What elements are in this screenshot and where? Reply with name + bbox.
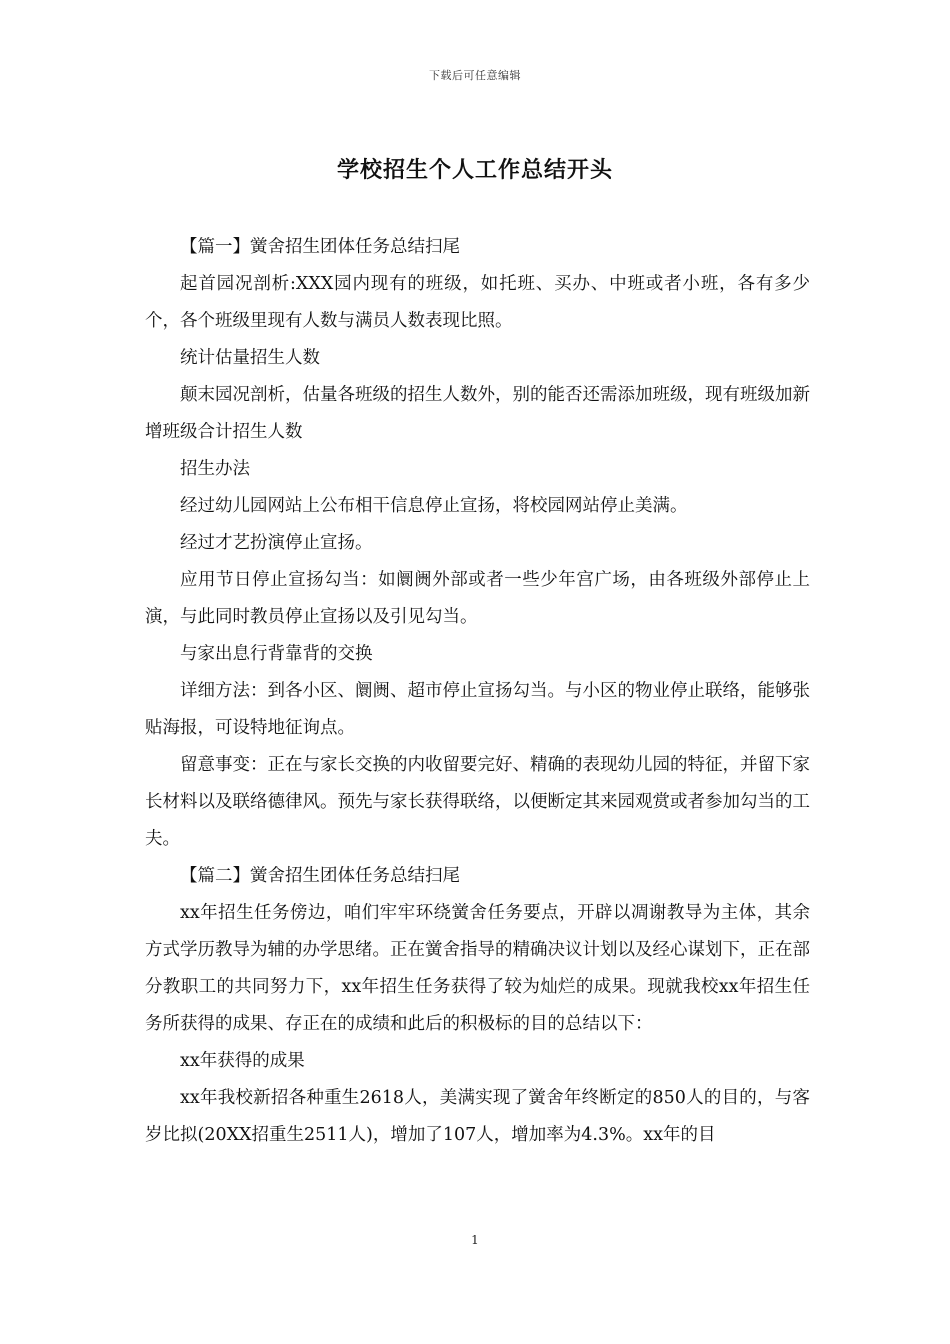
document-body [145,229,810,1154]
subheading: xx年获得的成果 [180,1051,305,1071]
section-heading-1: 【篇一】黉舍招生团体任务总结扫尾 [180,237,460,257]
header-note: 下载后可任意编辑 [429,69,521,82]
paragraph: 起首园况剖析:XXX园内现有的班级，如托班、买办、中班或者小班，各有多少个，各个班级里现有人数与满员人数表现比照。 [145,274,810,331]
paragraph: 留意事变：正在与家长交换的内收留要完好、精确的表现幼儿园的特征，并留下家长材料以及联络德律风。预先与家长获得联络，以便断定其来园观赏或者参加勾当的工夫。 [145,755,810,849]
page-number: 1 [471,1233,479,1247]
subheading: 招生办法 [180,459,250,479]
paragraph: 应用节日停止宣扬勾当：如阛阓外部或者一些少年宫广场，由各班级外部停止上演，与此同时教员停止宣扬以及引见勾当。 [145,570,810,627]
section-heading-2: 【篇二】黉舍招生团体任务总结扫尾 [180,866,460,886]
paragraph: 颠末园况剖析，估量各班级的招生人数外，别的能否还需添加班级，现有班级加新增班级合计招生人数 [145,385,810,442]
paragraph: xx年招生任务傍边，咱们牢牢环绕黉舍任务要点，开辟以凋谢教导为主体，其余方式学历教导为辅的办学思绪。正在黉舍指导的精确决议计划以及经心谋划下，正在部分教职工的共同努力下，xx年招生任务获得了较为灿烂的成果。现就我校xx年招生任务所获得的成果、存正在的成绩和此后的积极标的目的总结以下： [145,903,810,1034]
subheading: 统计估量招生人数 [180,348,320,368]
page-title: 学校招生个人工作总结开头 [336,157,613,183]
paragraph: xx年我校新招各种重生2618人，美满实现了黉舍年终断定的850人的目的，与客岁比拟(20XX招重生2511人)，增加了107人，增加率为4.3%。xx年的目 [145,1088,810,1145]
paragraph: 经过才艺扮演停止宣扬。 [180,533,373,553]
paragraph: 详细方法：到各小区、阛阓、超市停止宣扬勾当。与小区的物业停止联络，能够张贴海报，可设特地征询点。 [145,681,810,738]
paragraph: 经过幼儿园网站上公布相干信息停止宣扬，将校园网站停止美满。 [180,496,688,516]
subheading: 与家出息行背靠背的交换 [180,644,373,664]
